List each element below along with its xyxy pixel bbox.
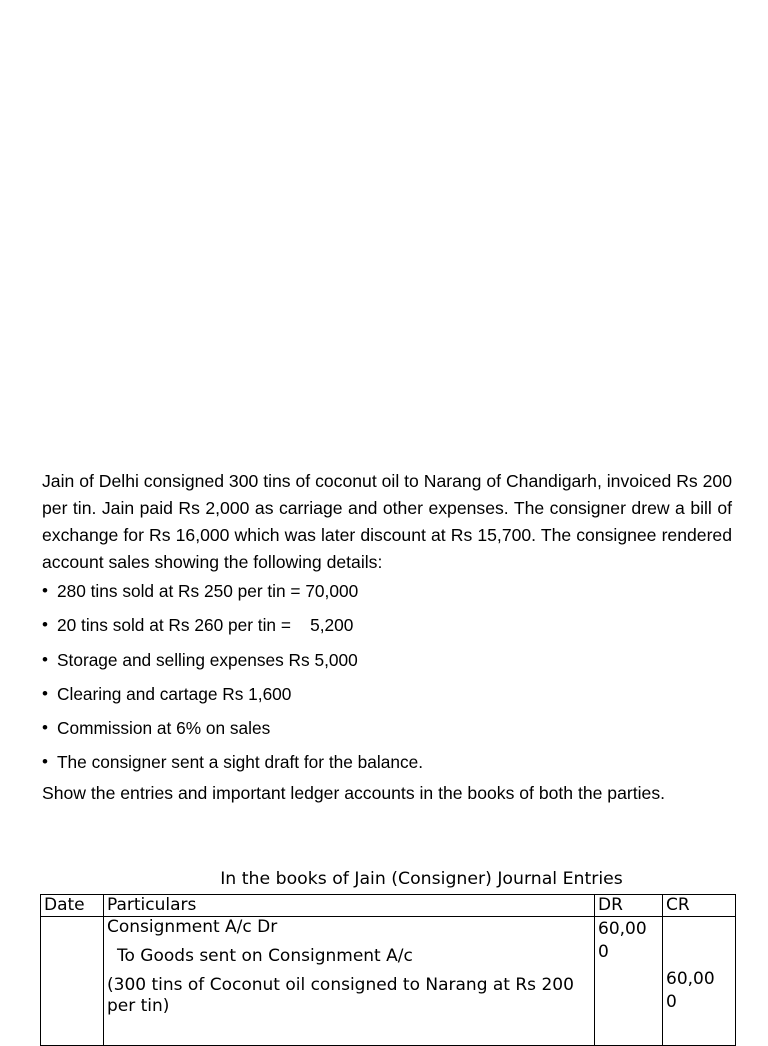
bullet-icon: • (42, 649, 48, 669)
problem-paragraph: Jain of Delhi consigned 300 tins of coconut oil to Narang of Chandigarh, invoiced Rs 200 per tin. Jain paid Rs 2,000 as carriage and other expenses. The consigner drew a bill of exchange for Rs 16,000 which was later discount at Rs 15,700. The consignee rendered account sales showing the following details: (42, 471, 732, 572)
bullet-icon: • (42, 718, 48, 738)
credit-line: To Goods sent on Consignment A/c (117, 946, 413, 966)
bullet-icon: • (42, 752, 48, 772)
problem-statement (42, 468, 732, 807)
table-header-row (41, 895, 736, 917)
entry-cr-amount: 60,00 0 (663, 917, 736, 1046)
bullet-icon: • (42, 581, 48, 600)
entry-particulars (104, 917, 595, 1046)
list-item: • The consigner sent a sight draft for the balance. (42, 749, 732, 783)
details-list (42, 578, 732, 784)
column-header-cr: CR (663, 895, 736, 917)
column-header-dr: DR (595, 895, 663, 917)
entry-dr-amount: 60,00 0 (595, 917, 663, 1046)
narration: (300 tins of Coconut oil consigned to Narang at Rs 200 per tin) (107, 975, 574, 1016)
table-row (41, 917, 736, 1046)
list-item: • 280 tins sold at Rs 250 per tin = 70,000 (42, 578, 732, 612)
journal-table (40, 894, 736, 1046)
list-item: • Commission at 6% on sales (42, 715, 732, 749)
list-item: • 20 tins sold at Rs 260 per tin = 5,200 (42, 612, 732, 646)
bullet-icon: • (42, 683, 48, 703)
list-item: • Storage and selling expenses Rs 5,000 (42, 647, 732, 681)
journal-title: In the books of Jain (Consigner) Journal Entries (220, 869, 623, 889)
debit-line: Consignment A/c Dr (107, 917, 278, 937)
list-item: • Clearing and cartage Rs 1,600 (42, 681, 732, 715)
bullet-icon: • (42, 615, 48, 635)
entry-date (41, 917, 104, 1046)
instruction-text: Show the entries and important ledger accounts in the books of both the parties. (42, 782, 666, 803)
column-header-particulars: Particulars (104, 895, 595, 917)
column-header-date: Date (41, 895, 104, 917)
